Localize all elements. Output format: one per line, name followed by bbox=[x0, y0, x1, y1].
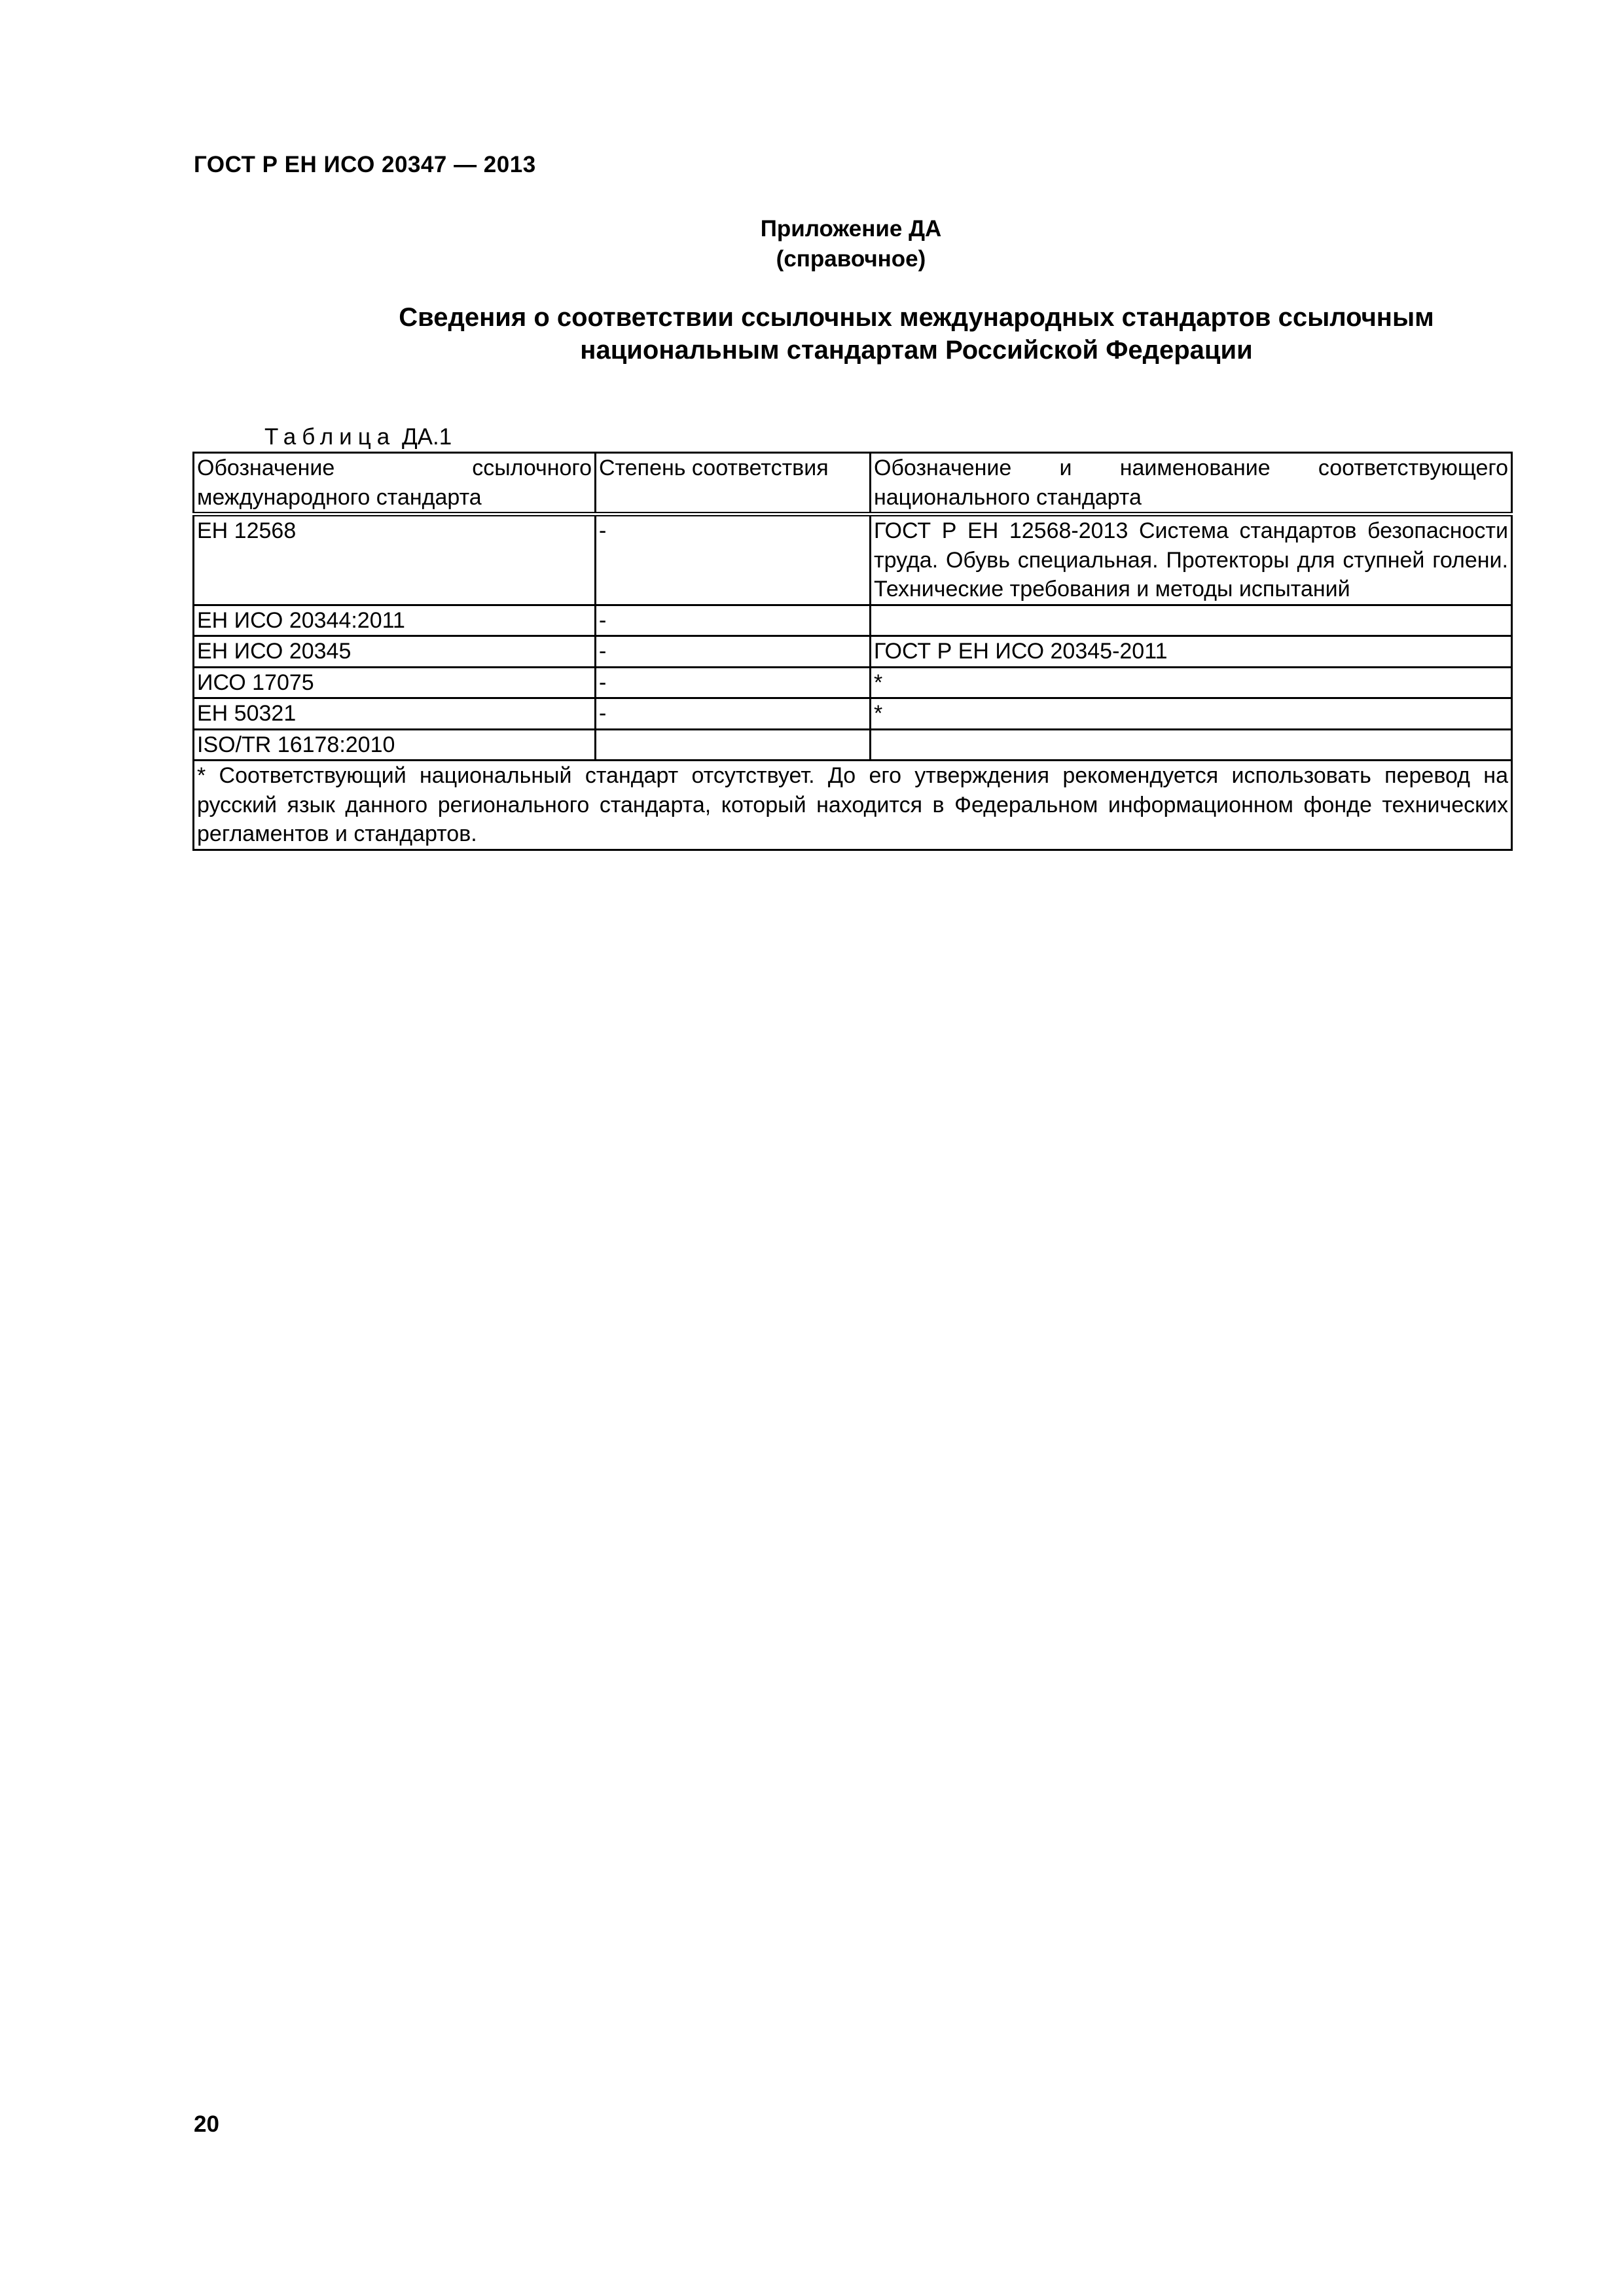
document-title-line-1: Сведения о соответствии ссылочных международных стандартов ссылочным bbox=[399, 303, 1434, 332]
header-national-line-2: национального стандарта bbox=[874, 484, 1142, 510]
cell-degree: - bbox=[596, 667, 871, 698]
table-caption-word: Таблица bbox=[264, 424, 396, 450]
table-footnote-row bbox=[194, 761, 1512, 850]
cell-reference: ЕН 50321 bbox=[194, 698, 596, 730]
table-header-row bbox=[194, 453, 1512, 514]
table-row bbox=[194, 605, 1512, 636]
appendix-note: (справочное) bbox=[776, 246, 926, 272]
header-cell-degree: Степень соответствия bbox=[596, 453, 871, 514]
cell-national bbox=[871, 729, 1512, 761]
table-row bbox=[194, 667, 1512, 698]
appendix-heading bbox=[0, 214, 1624, 274]
cell-degree: - bbox=[596, 605, 871, 636]
cell-national: * bbox=[871, 698, 1512, 730]
header-reference-line-2: международного стандарта bbox=[197, 484, 482, 510]
table-row bbox=[194, 698, 1512, 730]
page-header-standard: ГОСТ Р ЕН ИСО 20347 — 2013 bbox=[194, 152, 536, 177]
reference-standards-table bbox=[192, 452, 1513, 851]
header-reference-line-1: Обозначение ссылочного bbox=[197, 456, 592, 480]
cell-national bbox=[871, 605, 1512, 636]
document-title bbox=[340, 301, 1492, 367]
cell-reference: ЕН 12568 bbox=[194, 514, 596, 605]
document-title-line-2: национальным стандартам Российской Федерации bbox=[580, 336, 1253, 365]
header-national-line-1: Обозначение и наименование соответствующего bbox=[874, 456, 1508, 480]
cell-degree: - bbox=[596, 698, 871, 730]
table-caption-number: ДА.1 bbox=[401, 424, 452, 450]
cell-national: * bbox=[871, 667, 1512, 698]
appendix-title: Приложение ДА bbox=[760, 216, 942, 242]
header-cell-reference bbox=[194, 453, 596, 514]
table-caption bbox=[264, 424, 452, 450]
cell-national: ГОСТ Р ЕН 12568-2013 Система стандартов безопасности труда. Обувь специальная. Протекторы для ступней голени. Технические требования и методы испытаний bbox=[871, 514, 1512, 605]
cell-reference: ISO/TR 16178:2010 bbox=[194, 729, 596, 761]
table-footnote: * Соответствующий национальный стандарт отсутствует. До его утверждения рекомендуется использовать перевод на русский язык данного регионального стандарта, который находится в Федеральном информационном фонде технических регламентов и стандартов. bbox=[194, 761, 1512, 850]
cell-degree: - bbox=[596, 636, 871, 668]
cell-degree bbox=[596, 729, 871, 761]
table-row bbox=[194, 636, 1512, 668]
cell-reference: ЕН ИСО 20344:2011 bbox=[194, 605, 596, 636]
page-number: 20 bbox=[194, 2111, 219, 2137]
cell-reference: ЕН ИСО 20345 bbox=[194, 636, 596, 668]
cell-reference: ИСО 17075 bbox=[194, 667, 596, 698]
table-row bbox=[194, 514, 1512, 605]
header-cell-national bbox=[871, 453, 1512, 514]
cell-national: ГОСТ Р ЕН ИСО 20345-2011 bbox=[871, 636, 1512, 668]
cell-degree: - bbox=[596, 514, 871, 605]
table-row bbox=[194, 729, 1512, 761]
